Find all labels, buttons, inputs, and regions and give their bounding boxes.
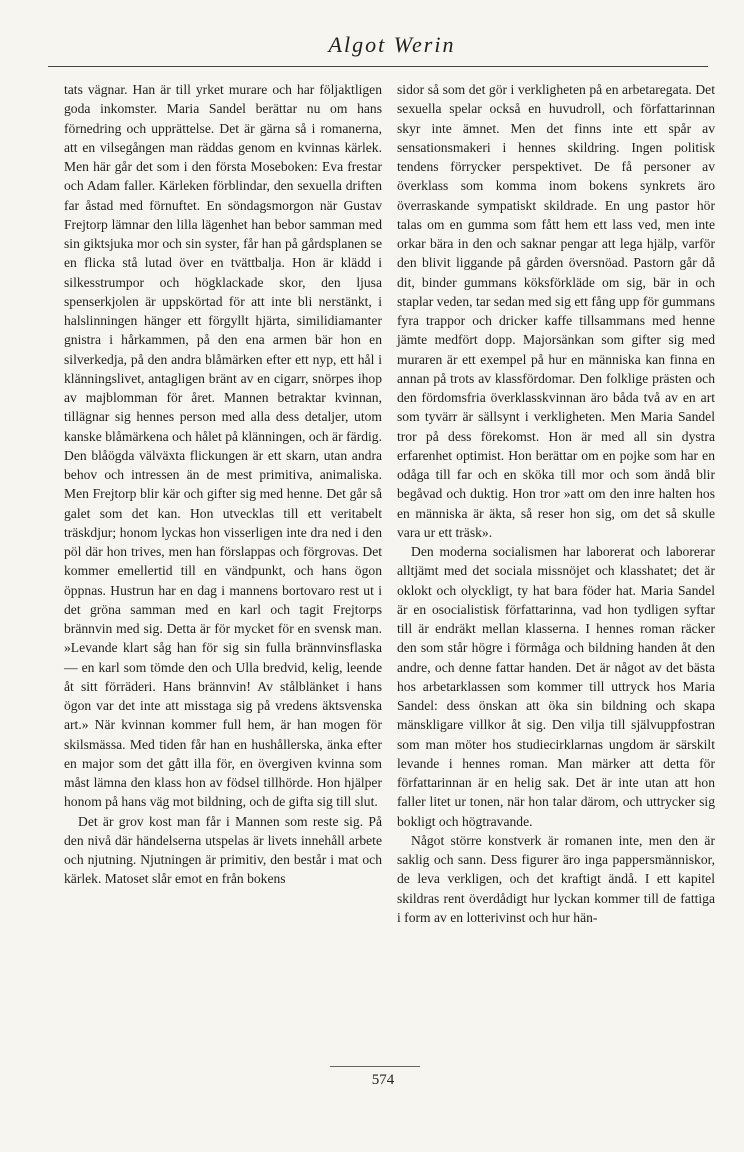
- paragraph: Något större konstverk är romanen inte, men den är saklig och sann. Dess figurer äro inga pappersmänniskor, de leva verkligen, och det kraftigt ändå. I ett kapitel skildras rent överdådigt hur lyckan kommer till de fattiga i form av en lotterivinst och hur hän-: [397, 832, 715, 925]
- page-number: 574: [371, 1072, 395, 1088]
- paragraph: Den moderna socialismen har laborerat och laborerar alltjämt med det sociala missnöjet och klasshatet; det är oklokt och olyckligt, ty hat bara föder hat. Maria Sandel är en osocialistisk författarinna, vad hon tydligen syftar till är endräkt mellan klasserna. I hennes roman räcker den som står högre i förmåga och bildning handen åt den andre, och denne fattar handen. Det är något av det bästa hos arbetarklassen som kommer till uttryck hos Maria Sandel: dess önskan att öka sin bildning och skapa mänskligare villkor åt sig. Den vilja till självuppfostran som man möter hos studiecirklarnas ungdom är särskilt levande i hennes roman. Man märker att detta för författarinnan är en helig sak. Det är inte utan att hon faller litet ur tonen, när hon talar därom, och uttrycker sig bokligt och högtravande.: [397, 544, 715, 829]
- paragraph: Det är grov kost man får i Mannen som reste sig. På den nivå där händelserna utspelas är livets innehåll arbete och njutning. Njutningen är primitiv, den består i mat och kärlek. Matoset slår emot en från bokens: [64, 813, 382, 887]
- paragraph: tats vägnar. Han är till yrket murare och har följaktligen goda inkomster. Maria Sandel berättar nu om hans förnedring och upprättelse. Det är gärna så i romanerna, att en vilsegången man räddas genom en kvinnas kärlek. Men här går det som i den första Moseboken: Eva frestar och Adam faller. Kärleken förblindar, den sexuella driften far åstad med förnuftet. En söndagsmorgon när Gustav Frejtorp lämnar den lilla lägenhet han bebor samman med sin giktsjuka mor och sin syster, får han på gårdsplanen se en flicka stå lutad över en tvättbalja. Hon är klädd i silkesstrumpor och högklackade skor, den ljusa spenserkjolen är uppskörtad för att inte bli nerstänkt, i halslinningen hänger ett förgyllt hjärta, similidiamanter gnistra i hårkammen, på den ena armen bär hon en silverkedja, på den andra blåmärken efter ett nyp, ett hål i klänningslivet, antagligen bränt av en cigarr, snörpes ihop av majblomman för året. Mannen betraktar kvinnan, tillägnar sig hennes person med alla dess detaljer, utom kanske blåmärkena och hålet på klänningen, och är färdig. Den blåögda välväxta flickungen är ett skarn, utan andra behov och intressen än de mest primitiva, animaliska. Men Frejtorp blir kär och gifter sig med henne. Det går så galet som det kan. Hon utvecklas till ett veritabelt träskdjur; honom lyckas hon visserligen inte dra ned i den pöl där hon trives, men han förslappas och förgrovas. Det kommer emellertid till en vändpunkt, och hans ögon öppnas. Hustrun har en dag i mannens bortovaro rest ut i det gröna samman med en karl och tagit Frejtorps brännvin med sig. Detta är för mycket för en svensk man. »Levande klart såg han för sig sin fulla brännvinsflaska — en karl som tömde den och Ulla bredvid, kelig, leende åt sitt förräderi. Hans brännvin! Av stålblänket i hans ögon var det inte att misstaga sig på vredens äktsvenska art.» När kvinnan kommer full hem, är han mogen för skilsmässa. Med tiden får han en hushållerska, änka efter en major som det gått illa för, en övergiven kvinna som måst lämna den klass hon av födsel tillhörde. Hon hjälper honom på hans väg mot bildning, och de gifta sig till slut.: [64, 82, 382, 810]
- header-rule: [48, 66, 708, 67]
- left-column: [64, 80, 382, 889]
- paragraph: sidor så som det gör i verkligheten på en arbetaregata. Det sexuella spelar också en huvudroll, och författarinnan skyr inte ämnet. Men det finns inte ett spår av sensationsmakeri i hennes skildring. Ingen politisk tendens förrycker perspektivet. De få personer av överklass som komma inom bokens synkrets äro överraskande sympatiskt skildrade. En ung pastor hör talas om en gumma som fått hem ett lass ved, men inte orkar bära in den och saknar pengar att lega hjälp, varför den blivit liggande på gården översnöad. Pastorn går då dit, binder gummans köksförkläde om sig, bär in och staplar veden, tar sedan med sig ett fång upp för gummans fyra trappor och dricker kaffe tillsammans med henne jämte medfört dopp. Majorsänkan som gifter sig med muraren är ett exempel på hur en människa kan finna en annan på trots av klassfördomar. Den folklige prästen och den fördomsfria överklasskvinnan äro båda två av en art som tyvärr är sällsynt i verkligheten. Men Maria Sandel tror på dess förekomst. Hon är med all sin dystra erfarenhet optimist. Hon berättar om en pojke som har en odåga till far och en sköka till mor och som ändå blir begåvad och duktig. Hon tror »att om den inre halten hos en människa är äkta, så reser hon sig, om det så skulle vara ur ett träsk».: [397, 82, 715, 540]
- right-column: [397, 80, 715, 927]
- running-header: Algot Werin: [328, 32, 456, 57]
- footer-rule: [330, 1066, 420, 1067]
